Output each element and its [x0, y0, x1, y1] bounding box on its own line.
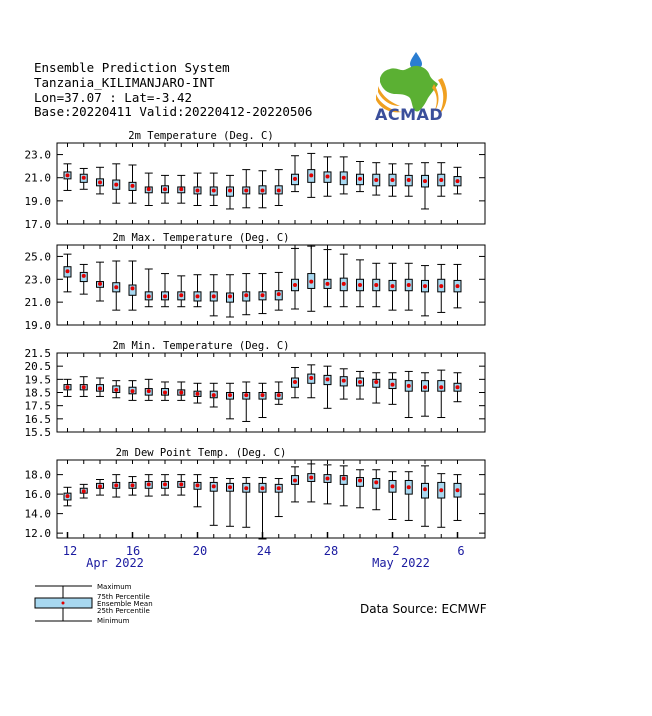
- panel-frame-2: [57, 353, 485, 432]
- mean-marker: [244, 486, 248, 490]
- mean-marker: [423, 487, 427, 491]
- y-tick-label: 25.0: [24, 250, 51, 264]
- mean-marker: [179, 187, 183, 191]
- mean-marker: [261, 188, 265, 192]
- header-line-2: Tanzania_KILIMANJARO-INT: [34, 75, 215, 90]
- mean-marker: [456, 488, 460, 492]
- mean-marker: [163, 187, 167, 191]
- mean-marker: [309, 376, 313, 380]
- mean-marker: [82, 489, 86, 493]
- mean-marker: [342, 379, 346, 383]
- y-tick-label: 19.0: [24, 319, 51, 332]
- mean-marker: [374, 283, 378, 287]
- mean-marker: [456, 284, 460, 288]
- y-tick-label: 19.0: [24, 194, 51, 208]
- mean-marker: [342, 477, 346, 481]
- mean-marker: [212, 188, 216, 192]
- mean-marker: [423, 179, 427, 183]
- mean-marker: [212, 393, 216, 397]
- mean-marker: [114, 388, 118, 392]
- panel-frame-1: [57, 245, 485, 325]
- mean-marker: [293, 283, 297, 287]
- mean-marker: [131, 389, 135, 393]
- mean-marker: [456, 179, 460, 183]
- mean-marker: [163, 294, 167, 298]
- panel-title-0: 2m Temperature (Deg. C): [128, 130, 274, 142]
- mean-marker: [179, 482, 183, 486]
- mean-marker: [147, 389, 151, 393]
- y-tick-label: 19.5: [24, 373, 51, 387]
- mean-marker: [261, 486, 265, 490]
- mean-marker: [391, 383, 395, 387]
- x-tick-label-3: 24: [256, 544, 272, 558]
- x-tick-label-2: 20: [192, 544, 208, 558]
- mean-marker: [358, 283, 362, 287]
- mean-marker: [228, 188, 232, 192]
- x-tick-label-5: 2: [392, 544, 400, 558]
- y-tick-label: 21.0: [24, 171, 51, 185]
- mean-marker: [326, 175, 330, 179]
- panel-frame-0: [57, 143, 485, 224]
- month-label-may: May 2022: [372, 556, 430, 570]
- mean-marker: [407, 178, 411, 182]
- mean-marker: [439, 385, 443, 389]
- mean-marker: [98, 282, 102, 286]
- legend-minimum: Minimum: [97, 617, 130, 625]
- y-tick-label: 17.5: [24, 399, 51, 413]
- mean-marker: [163, 391, 167, 395]
- mean-marker: [309, 173, 313, 177]
- mean-marker: [358, 380, 362, 384]
- mean-marker: [244, 188, 248, 192]
- mean-marker: [326, 282, 330, 286]
- mean-marker: [66, 173, 70, 177]
- mean-marker: [196, 188, 200, 192]
- mean-marker: [82, 274, 86, 278]
- mean-marker: [374, 380, 378, 384]
- mean-marker: [439, 178, 443, 182]
- x-tick-label-4: 28: [323, 544, 339, 558]
- x-tick-label-0: 12: [62, 544, 78, 558]
- panel-title-3: 2m Dew Point Temp. (Deg. C): [115, 447, 287, 459]
- mean-marker: [423, 385, 427, 389]
- panel-frame-3: [57, 460, 485, 538]
- mean-marker: [228, 294, 232, 298]
- header-line-1: Ensemble Prediction System: [34, 60, 230, 75]
- mean-marker: [66, 385, 70, 389]
- mean-marker: [131, 286, 135, 290]
- mean-marker: [131, 184, 135, 188]
- mean-marker: [407, 283, 411, 287]
- mean-marker: [439, 284, 443, 288]
- mean-marker: [179, 293, 183, 297]
- legend-maximum: Maximum: [97, 583, 132, 591]
- mean-marker: [277, 486, 281, 490]
- mean-marker: [309, 476, 313, 480]
- mean-marker: [212, 294, 216, 298]
- mean-marker: [391, 284, 395, 288]
- y-tick-label: 16.5: [24, 412, 51, 426]
- mean-marker: [82, 176, 86, 180]
- y-tick-label: 12.0: [24, 527, 51, 541]
- mean-marker: [261, 393, 265, 397]
- mean-marker: [98, 484, 102, 488]
- mean-marker: [439, 488, 443, 492]
- mean-marker: [147, 187, 151, 191]
- mean-marker: [358, 177, 362, 181]
- y-tick-label: 20.5: [24, 360, 51, 374]
- mean-marker: [114, 183, 118, 187]
- mean-marker: [196, 294, 200, 298]
- mean-marker: [456, 385, 460, 389]
- mean-marker: [82, 385, 86, 389]
- mean-marker: [277, 292, 281, 296]
- mean-marker: [66, 494, 70, 498]
- legend-25th: 25th Percentile: [97, 607, 150, 615]
- mean-marker: [423, 284, 427, 288]
- mean-marker: [391, 484, 395, 488]
- acmad-logo-text: ACMAD: [375, 105, 444, 124]
- mean-marker: [212, 484, 216, 488]
- month-label-apr: Apr 2022: [86, 556, 144, 570]
- mean-marker: [342, 282, 346, 286]
- mean-marker: [196, 392, 200, 396]
- mean-marker: [407, 485, 411, 489]
- mean-marker: [277, 393, 281, 397]
- mean-marker: [114, 285, 118, 289]
- legend-glyph: [35, 586, 92, 621]
- mean-marker: [244, 393, 248, 397]
- panel-title-2: 2m Min. Temperature (Deg. C): [112, 340, 290, 352]
- mean-marker: [179, 391, 183, 395]
- legend-75th: 75th Percentile: [97, 593, 150, 601]
- y-tick-label: 23.0: [24, 273, 51, 287]
- mean-marker: [228, 393, 232, 397]
- mean-marker: [277, 188, 281, 192]
- mean-marker: [228, 485, 232, 489]
- mean-marker: [326, 477, 330, 481]
- y-tick-label: 18.5: [24, 386, 51, 400]
- mean-marker: [114, 483, 118, 487]
- mean-marker: [293, 380, 297, 384]
- mean-marker: [98, 387, 102, 391]
- legend-mean: Ensemble Mean: [97, 600, 153, 608]
- mean-marker: [196, 483, 200, 487]
- mean-marker: [342, 176, 346, 180]
- y-tick-label: 17.0: [24, 218, 51, 231]
- mean-marker: [407, 384, 411, 388]
- y-tick-label: 16.0: [24, 488, 51, 502]
- mean-marker: [66, 269, 70, 273]
- panel-title-1: 2m Max. Temperature (Deg. C): [112, 232, 290, 244]
- y-tick-label: 14.0: [24, 507, 51, 521]
- data-source: Data Source: ECMWF: [360, 602, 487, 616]
- mean-marker: [309, 280, 313, 284]
- y-tick-label: 21.5: [24, 347, 51, 360]
- mean-marker: [293, 478, 297, 482]
- y-tick-label: 21.0: [24, 296, 51, 310]
- y-tick-label: 18.0: [24, 468, 51, 482]
- header-line-3: Lon=37.07 : Lat=-3.42: [34, 90, 193, 105]
- mean-marker: [244, 293, 248, 297]
- x-tick-label-1: 16: [125, 544, 141, 558]
- mean-marker: [326, 377, 330, 381]
- mean-marker: [131, 483, 135, 487]
- mean-marker: [374, 480, 378, 484]
- mean-marker: [147, 482, 151, 486]
- x-tick-label-6: 6: [457, 544, 465, 558]
- mean-marker: [358, 478, 362, 482]
- mean-marker: [147, 294, 151, 298]
- y-tick-label: 15.5: [24, 426, 51, 439]
- mean-marker: [391, 178, 395, 182]
- y-tick-label: 23.0: [24, 148, 51, 162]
- mean-marker: [374, 178, 378, 182]
- mean-marker: [293, 177, 297, 181]
- header-line-4: Base:20220411 Valid:20220412-20220506: [34, 104, 313, 119]
- mean-marker: [98, 180, 102, 184]
- mean-marker: [261, 293, 265, 297]
- mean-marker: [163, 482, 167, 486]
